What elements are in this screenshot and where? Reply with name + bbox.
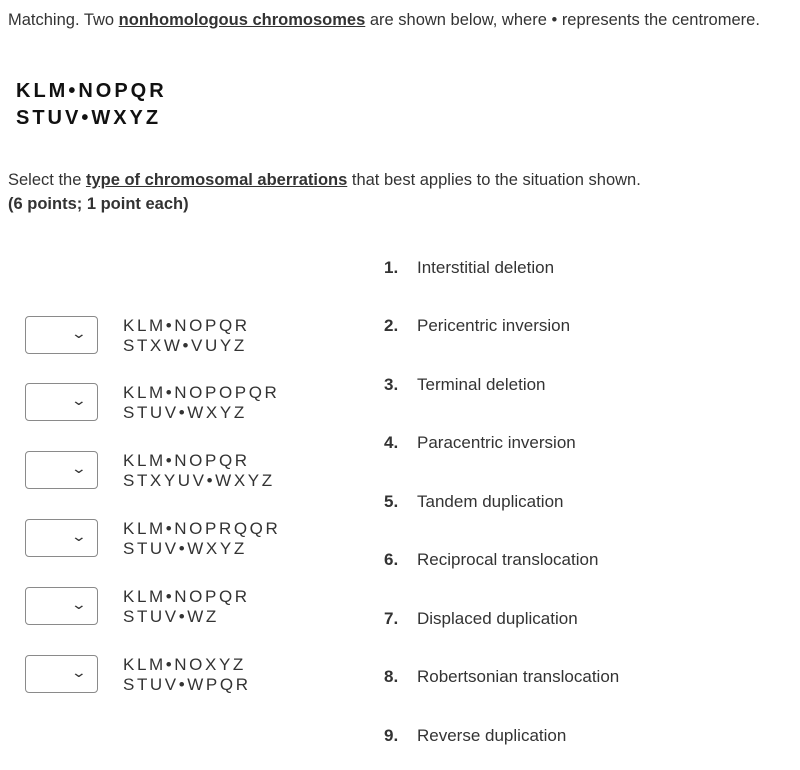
chevron-down-icon: ⌄ [70,596,88,612]
option-9 [384,726,566,746]
option-label: Interstitial deletion [417,258,555,277]
option-number: 6. [384,550,399,569]
question-6-line-1: KLM•NOXYZ [123,655,246,674]
question-pair-1 [123,316,250,356]
option-5 [384,492,563,512]
question-4-line-2: STUV•WXYZ [123,539,247,558]
answer-dropdown-3[interactable] [25,451,98,489]
option-number: 9. [384,726,399,745]
option-number: 5. [384,492,399,511]
question-1-line-2: STXW•VUYZ [123,336,247,355]
intro-text [8,8,768,32]
original-chromosome-1: KLM•NOPQR [16,80,167,102]
option-number: 7. [384,609,399,628]
option-label: Paracentric inversion [417,433,576,452]
option-label: Pericentric inversion [417,316,571,335]
chevron-down-icon: ⌄ [70,664,88,680]
answer-dropdown-5[interactable] [25,587,98,625]
answer-dropdown-4[interactable] [25,519,98,557]
question-3-line-1: KLM•NOPQR [123,451,250,470]
option-number: 2. [384,316,399,335]
option-number: 4. [384,433,399,452]
intro-prefix: Matching. Two [8,11,119,29]
intro-suffix: are shown below, where • represents the centromere. [365,11,760,29]
instructions [8,168,788,192]
original-chromosome-2: STUV•WXYZ [16,107,162,129]
chevron-down-icon: ⌄ [70,460,88,476]
option-2 [384,316,570,336]
points-note: (6 points; 1 point each) [8,195,189,213]
question-2-line-1: KLM•NOPOPQR [123,383,280,402]
option-label: Terminal deletion [417,375,546,394]
option-8 [384,667,619,687]
question-pair-2 [123,383,279,423]
answer-dropdown-2[interactable] [25,383,98,421]
question-pair-4 [123,519,280,559]
question-2-line-2: STUV•WXYZ [123,403,247,422]
option-label: Reverse duplication [417,726,567,745]
answer-dropdown-1[interactable] [25,316,98,354]
instructions-suffix: that best applies to the situation shown. [347,171,641,189]
question-pair-3 [123,451,275,491]
option-number: 3. [384,375,399,394]
chevron-down-icon: ⌄ [70,528,88,544]
chevron-down-icon: ⌄ [70,325,88,341]
instructions-emphasis: type of chromosomal aberrations [85,171,348,189]
option-1 [384,258,554,278]
option-label: Displaced duplication [417,609,578,628]
question-5-line-1: KLM•NOPQR [123,587,250,606]
option-4 [384,433,576,453]
instructions-prefix: Select the [8,171,86,189]
intro-emphasis: nonhomologous chromosomes [118,11,366,29]
option-3 [384,375,546,395]
question-1-line-1: KLM•NOPQR [123,316,250,335]
question-4-line-1: KLM•NOPRQQR [123,519,281,538]
question-3-line-2: STXYUV•WXYZ [123,471,275,490]
question-pair-5 [123,587,250,627]
option-label: Robertsonian translocation [417,667,620,686]
question-6-line-2: STUV•WPQR [123,675,251,694]
option-6 [384,550,598,570]
answer-dropdown-6[interactable] [25,655,98,693]
question-5-line-2: STUV•WZ [123,607,219,626]
option-label: Reciprocal translocation [417,550,599,569]
option-number: 8. [384,667,399,686]
option-label: Tandem duplication [417,492,564,511]
option-7 [384,609,578,629]
option-number: 1. [384,258,399,277]
question-pair-6 [123,655,251,695]
chevron-down-icon: ⌄ [70,392,88,408]
